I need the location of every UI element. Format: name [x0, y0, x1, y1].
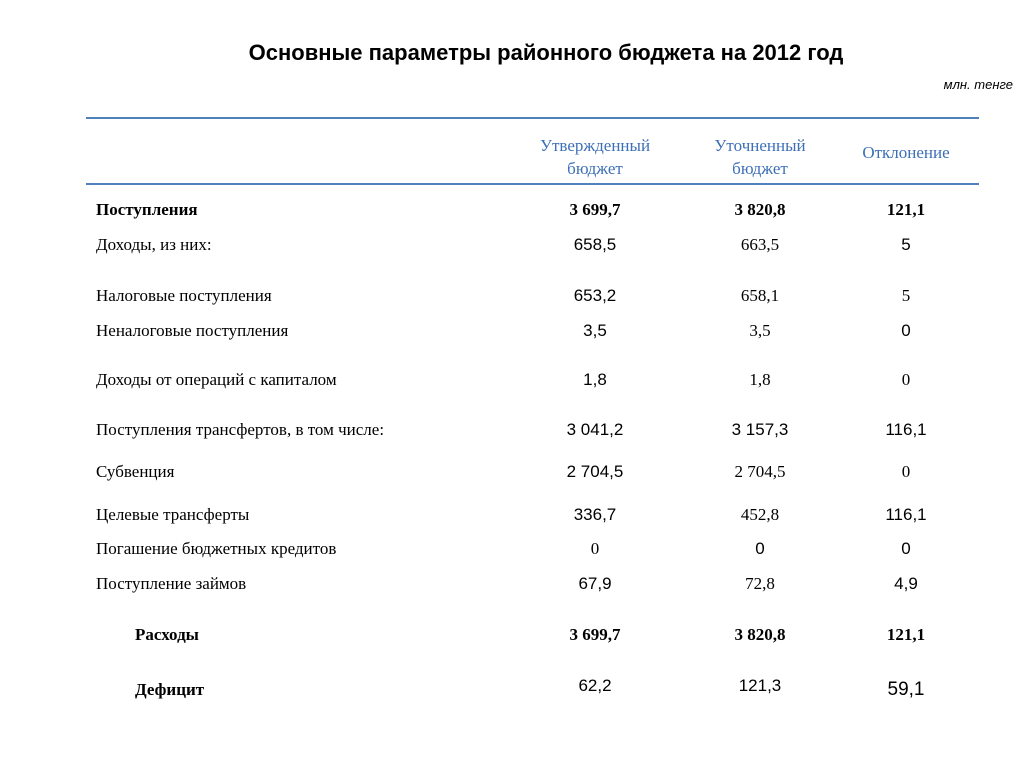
revised-value: 1,8 [749, 370, 771, 389]
approved-value: 3 699,7 [569, 200, 621, 219]
table-row [0, 316, 1024, 346]
table-row [0, 534, 1024, 564]
table-row [0, 457, 1024, 487]
deviation-value: 121,1 [886, 200, 926, 219]
revised-value: 3 820,8 [734, 200, 786, 219]
revised-value: 2 704,5 [734, 462, 786, 481]
table-row [0, 365, 1024, 395]
approved-value: 3,5 [583, 321, 607, 340]
approved-value: 2 704,5 [566, 462, 624, 481]
approved-value: 3 699,7 [569, 625, 621, 644]
approved-value: 67,9 [578, 574, 612, 593]
row-label: Поступление займов [96, 574, 247, 593]
deviation-value: 0 [901, 462, 911, 481]
table-row [0, 230, 1024, 260]
deviation-value: 116,1 [885, 505, 927, 524]
deviation-value: 5 [901, 235, 911, 254]
header-revised-budget: Уточненный бюджет [714, 136, 806, 178]
row-label: Дефицит [135, 680, 205, 699]
deviation-value: 4,9 [894, 574, 918, 593]
row-label: Субвенция [96, 462, 175, 481]
deviation-value: 0 [901, 370, 911, 389]
row-label: Погашение бюджетных кредитов [96, 539, 337, 558]
approved-value: 0 [590, 539, 600, 558]
revised-value: 3 157,3 [731, 420, 789, 439]
deviation-value: 0 [901, 321, 911, 340]
revised-value: 3,5 [749, 321, 771, 340]
revised-value: 452,8 [740, 505, 780, 524]
table-row [0, 415, 1024, 445]
approved-value: 658,5 [573, 235, 617, 254]
deviation-value: 121,1 [886, 625, 926, 644]
top-rule [86, 117, 979, 119]
header-rule [86, 183, 979, 185]
row-label: Расходы [135, 625, 199, 644]
row-label: Поступления [96, 200, 198, 219]
approved-value: 1,8 [583, 370, 607, 389]
revised-value: 72,8 [745, 574, 775, 593]
row-label: Налоговые поступления [96, 286, 272, 305]
table-row [0, 620, 1024, 650]
row-label: Доходы, из них: [96, 235, 212, 254]
deviation-value: 59,1 [887, 679, 925, 700]
table-row [0, 195, 1024, 225]
row-label: Целевые трансферты [96, 505, 250, 524]
table-row [0, 500, 1024, 530]
approved-value: 3 041,2 [566, 420, 624, 439]
revised-value: 0 [755, 539, 765, 558]
table-row [0, 675, 1024, 705]
approved-value: 62,2 [578, 676, 612, 695]
header-deviation: Отклонение [862, 143, 950, 162]
units-label: млн. тенге [943, 77, 1013, 92]
approved-value: 653,2 [573, 286, 617, 305]
revised-value: 121,3 [738, 676, 782, 695]
revised-value: 3 820,8 [734, 625, 786, 644]
deviation-value: 116,1 [885, 420, 927, 439]
table-row [0, 281, 1024, 311]
revised-value: 658,1 [740, 286, 780, 305]
revised-value: 663,5 [740, 235, 780, 254]
deviation-value: 5 [901, 286, 911, 305]
table-row [0, 569, 1024, 599]
deviation-value: 0 [901, 539, 911, 558]
row-label: Неналоговые поступления [96, 321, 289, 340]
row-label: Поступления трансфертов, в том числе: [96, 420, 385, 439]
approved-value: 336,7 [573, 505, 617, 524]
page-title: Основные параметры районного бюджета на 2012 год [248, 40, 844, 65]
row-label: Доходы от операций с капиталом [96, 370, 337, 389]
header-approved-budget: Утвержденный бюджет [539, 136, 651, 178]
